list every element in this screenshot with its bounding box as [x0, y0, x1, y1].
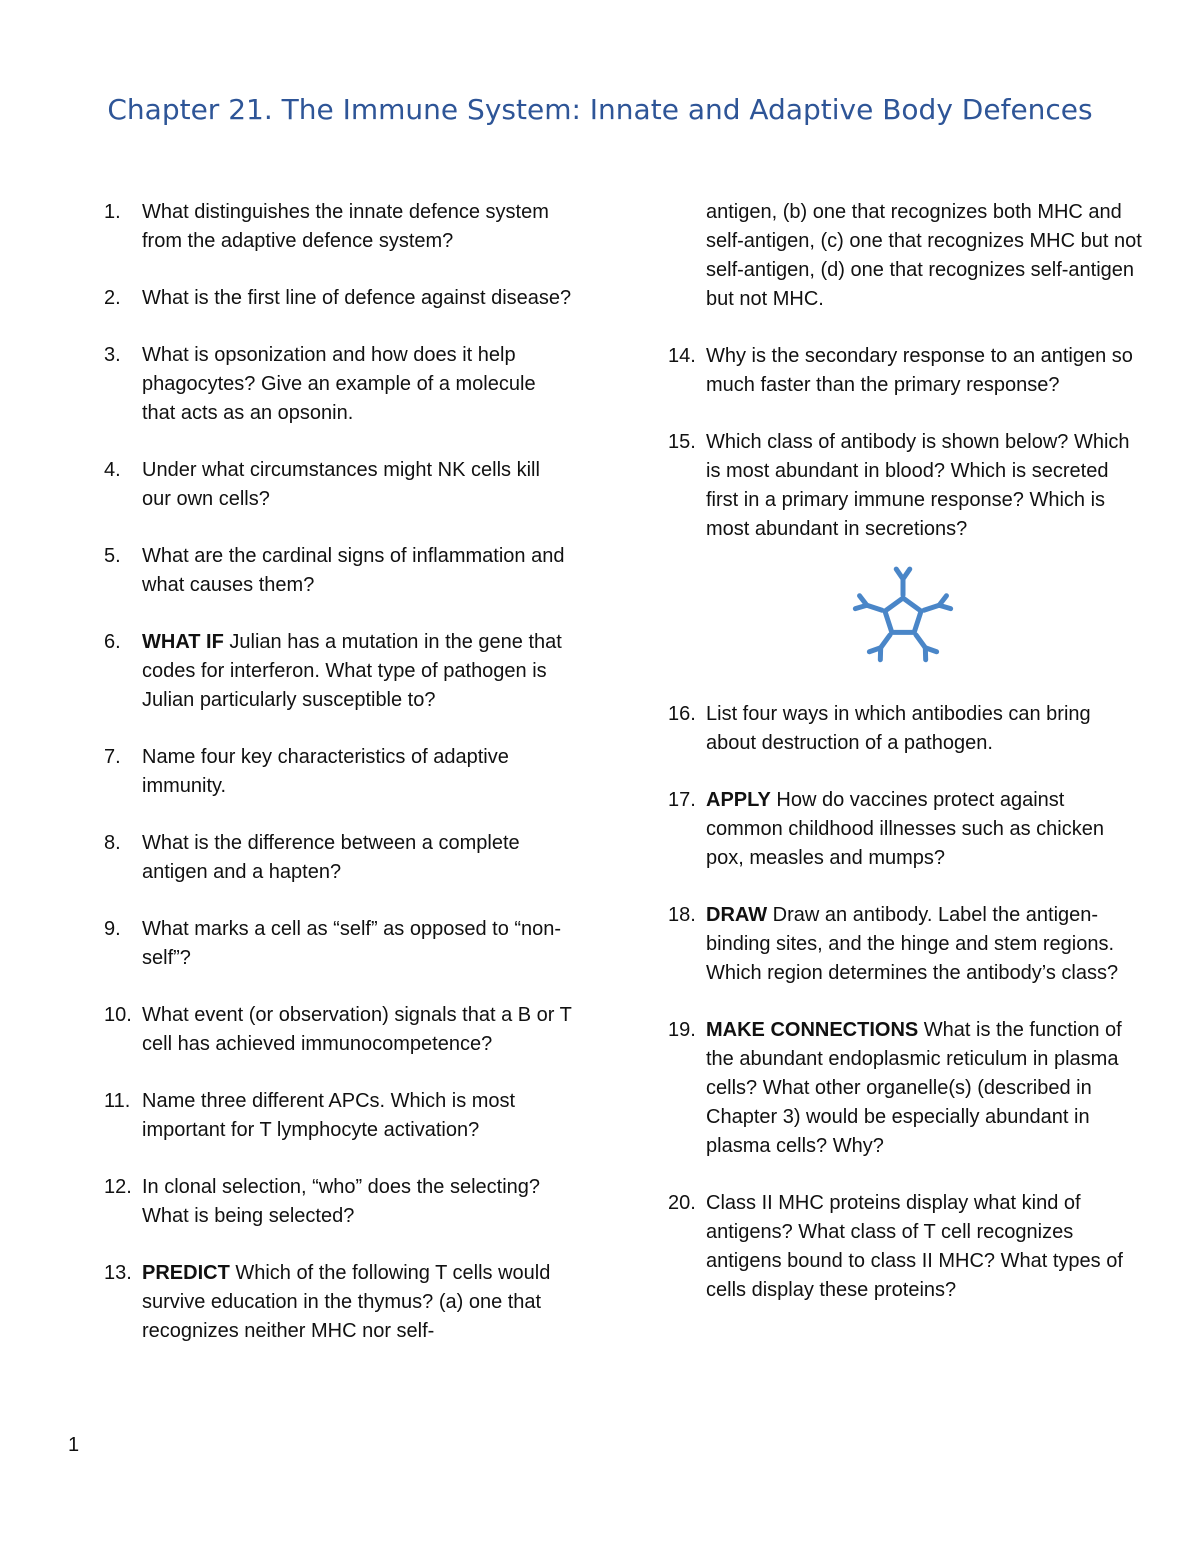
question-number: 5.	[104, 545, 121, 567]
question-number: 18.	[668, 904, 696, 926]
question-keyword: MAKE CONNECTIONS	[706, 1019, 919, 1041]
question-text: Name four key characteristics of adaptive immunity.	[142, 746, 509, 797]
question-text: Class II MHC proteins display what kind of antigens? What class of T cell recognizes antigens bound to class II MHC? What types of cells display these proteins?	[706, 1192, 1123, 1301]
question-item	[668, 901, 1143, 988]
question-text: List four ways in which antibodies can bring about destruction of a pathogen.	[706, 703, 1091, 754]
question-item	[104, 542, 574, 600]
question-item	[668, 1016, 1143, 1161]
question-text: What marks a cell as “self” as opposed to “non-self”?	[142, 918, 562, 969]
question-item	[104, 743, 574, 801]
question-item	[668, 1189, 1143, 1305]
question-text: antigen, (b) one that recognizes both MHC and self-antigen, (c) one that recognizes MHC but not self-antigen, (d) one that recognizes self-antigen but not MHC.	[706, 201, 1142, 310]
question-number: 16.	[668, 703, 696, 725]
question-number: 17.	[668, 789, 696, 811]
question-item	[104, 198, 574, 256]
question-item	[104, 1001, 574, 1059]
question-number: 6.	[104, 631, 121, 653]
question-item	[668, 786, 1143, 873]
question-keyword: DRAW	[706, 904, 768, 926]
question-13-continuation	[668, 198, 1143, 314]
question-list-left	[104, 198, 574, 1374]
question-item	[668, 700, 1143, 758]
question-item	[104, 341, 574, 428]
question-keyword: APPLY	[706, 789, 771, 811]
question-item	[104, 628, 574, 715]
question-text: What is the first line of defence against disease?	[142, 287, 572, 309]
question-text: Why is the secondary response to an antigen so much faster than the primary response?	[706, 345, 1133, 396]
page-number: 1	[68, 1434, 80, 1456]
question-item	[668, 342, 1143, 400]
question-number: 15.	[668, 431, 696, 453]
pentamer-antibody-icon	[848, 562, 958, 672]
question-number: 2.	[104, 287, 121, 309]
question-list-right	[668, 198, 1143, 1333]
question-text: What is the function of the abundant endoplasmic reticulum in plasma cells? What other organelle(s) (described in Chapter 3) would be especially abundant in plasma cells? Why?	[706, 1019, 1122, 1157]
question-number: 13.	[104, 1262, 132, 1284]
question-number: 11.	[104, 1090, 131, 1112]
question-item	[104, 1259, 574, 1346]
question-number: 9.	[104, 918, 121, 940]
question-item	[104, 1173, 574, 1231]
question-text: Name three different APCs. Which is most important for T lymphocyte activation?	[142, 1090, 516, 1141]
question-number: 20.	[668, 1192, 696, 1214]
question-text: How do vaccines protect against common childhood illnesses such as chicken pox, measles and mumps?	[706, 789, 1104, 869]
question-text: What is opsonization and how does it help phagocytes? Give an example of a molecule that acts as an opsonin.	[142, 344, 536, 424]
question-number: 10.	[104, 1004, 132, 1026]
question-number: 7.	[104, 746, 121, 768]
question-item	[104, 915, 574, 973]
question-item	[668, 428, 1143, 544]
question-item	[104, 284, 574, 313]
question-text: Julian has a mutation in the gene that codes for interferon. What type of pathogen is Julian particularly susceptible to?	[142, 631, 562, 711]
question-number: 19.	[668, 1019, 696, 1041]
question-number: 14.	[668, 345, 696, 367]
question-number: 1.	[104, 201, 121, 223]
question-text: What event (or observation) signals that a B or T cell has achieved immunocompetence?	[142, 1004, 572, 1055]
question-text: What distinguishes the innate defence system from the adaptive defence system?	[142, 201, 549, 252]
question-keyword: WHAT IF	[142, 631, 224, 653]
question-text: What are the cardinal signs of inflammation and what causes them?	[142, 545, 565, 596]
question-number: 4.	[104, 459, 121, 481]
page-title: Chapter 21. The Immune System: Innate and Adaptive Body Defences	[107, 93, 1093, 126]
question-number: 8.	[104, 832, 121, 854]
question-text: Which class of antibody is shown below? Which is most abundant in blood? Which is secreted first in a primary immune response? Which is most abundant in secretions?	[706, 431, 1130, 540]
question-number: 3.	[104, 344, 121, 366]
question-item	[104, 829, 574, 887]
question-item	[104, 1087, 574, 1145]
question-text: In clonal selection, “who” does the selecting? What is being selected?	[142, 1176, 541, 1227]
question-item	[104, 456, 574, 514]
question-text: Under what circumstances might NK cells kill our own cells?	[142, 459, 540, 510]
question-keyword: PREDICT	[142, 1262, 230, 1284]
question-text: Which of the following T cells would survive education in the thymus? (a) one that recognizes neither MHC nor self-	[142, 1262, 551, 1342]
question-text: Draw an antibody. Label the antigen-binding sites, and the hinge and stem regions. Which region determines the antibody’s class?	[706, 904, 1119, 984]
question-text: What is the difference between a complete antigen and a hapten?	[142, 832, 520, 883]
question-number: 12.	[104, 1176, 132, 1198]
